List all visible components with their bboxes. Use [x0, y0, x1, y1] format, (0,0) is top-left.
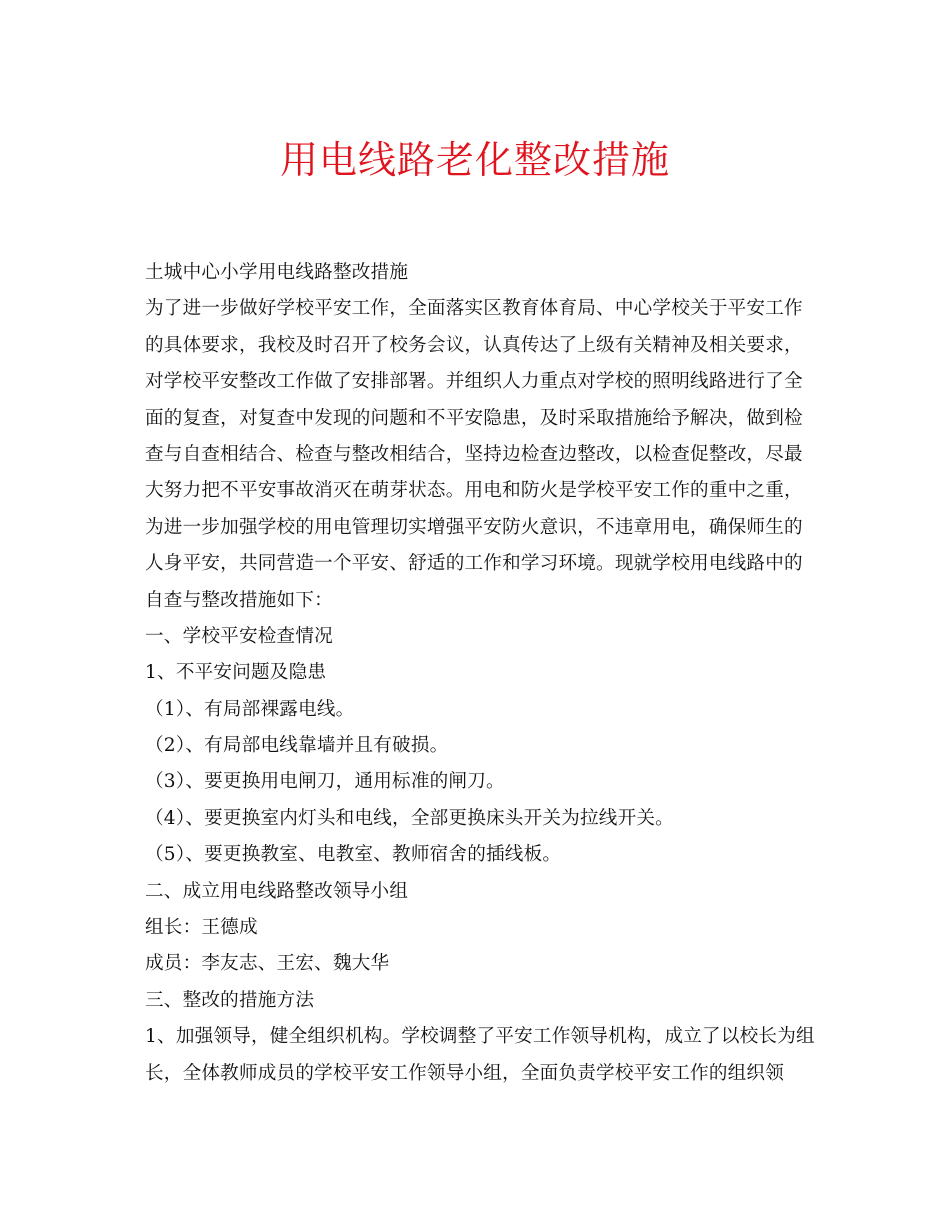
text-line-3: 的具体要求，我校及时召开了校务会议，认真传达了上级有关精神及相关要求，	[145, 334, 803, 356]
text-line-10: 自查与整改措施如下：	[145, 589, 333, 611]
subsection-heading-1: 1、不平安问题及隐患	[145, 662, 327, 684]
text-line-22: 1、加强领导，健全组织机构。学校调整了平安工作领导机构，成立了以校长为组	[145, 1026, 815, 1048]
text-line-8: 为进一步加强学校的用电管理切实增强平安防火意识，不违章用电，确保师生的	[145, 516, 803, 538]
text-line-7: 大努力把不平安事故消灭在萌芽状态。用电和防火是学校平安工作的重中之重，	[145, 480, 803, 502]
text-line-5: 面的复查，对复查中发现的问题和不平安隐患，及时采取措施给予解决，做到检	[145, 407, 803, 429]
team-members-line: 成员：李友志、王宏、魏大华	[145, 953, 390, 975]
list-item-1: （1）、有局部裸露电线。	[145, 698, 355, 720]
text-line-9: 人身平安，共同营造一个平安、舒适的工作和学习环境。现就学校用电线路中的	[145, 553, 803, 575]
document-body	[145, 255, 815, 1092]
text-line-1: 土城中心小学用电线路整改措施	[145, 262, 409, 283]
team-leader-line: 组长：王德成	[145, 917, 258, 939]
text-line-23: 长，全体教师成员的学校平安工作领导小组，全面负责学校平安工作的组织领	[145, 1062, 784, 1084]
text-line-4: 对学校平安整改工作做了安排部署。并组织人力重点对学校的照明线路进行了全	[145, 371, 803, 393]
document-title: 用电线路老化整改措施	[279, 138, 670, 182]
text-line-2: 为了进一步做好学校平安工作，全面落实区教育体育局、中心学校关于平安工作	[145, 298, 803, 320]
section-heading-2: 二、成立用电线路整改领导小组	[145, 880, 409, 902]
list-item-4: （4）、要更换室内灯头和电线，全部更换床头开关为拉线开关。	[145, 807, 674, 829]
section-heading-3: 三、整改的措施方法	[145, 989, 315, 1011]
text-line-6: 查与自查相结合、检查与整改相结合，坚持边检查边整改，以检查促整改，尽最	[145, 443, 803, 465]
list-item-5: （5）、要更换教室、电教室、教师宿舍的插线板。	[145, 844, 562, 866]
list-item-3: （3）、要更换用电闸刀，通用标准的闸刀。	[145, 771, 505, 793]
list-item-2: （2）、有局部电线靠墙并且有破损。	[145, 735, 449, 757]
section-heading-1: 一、学校平安检查情况	[145, 625, 333, 647]
